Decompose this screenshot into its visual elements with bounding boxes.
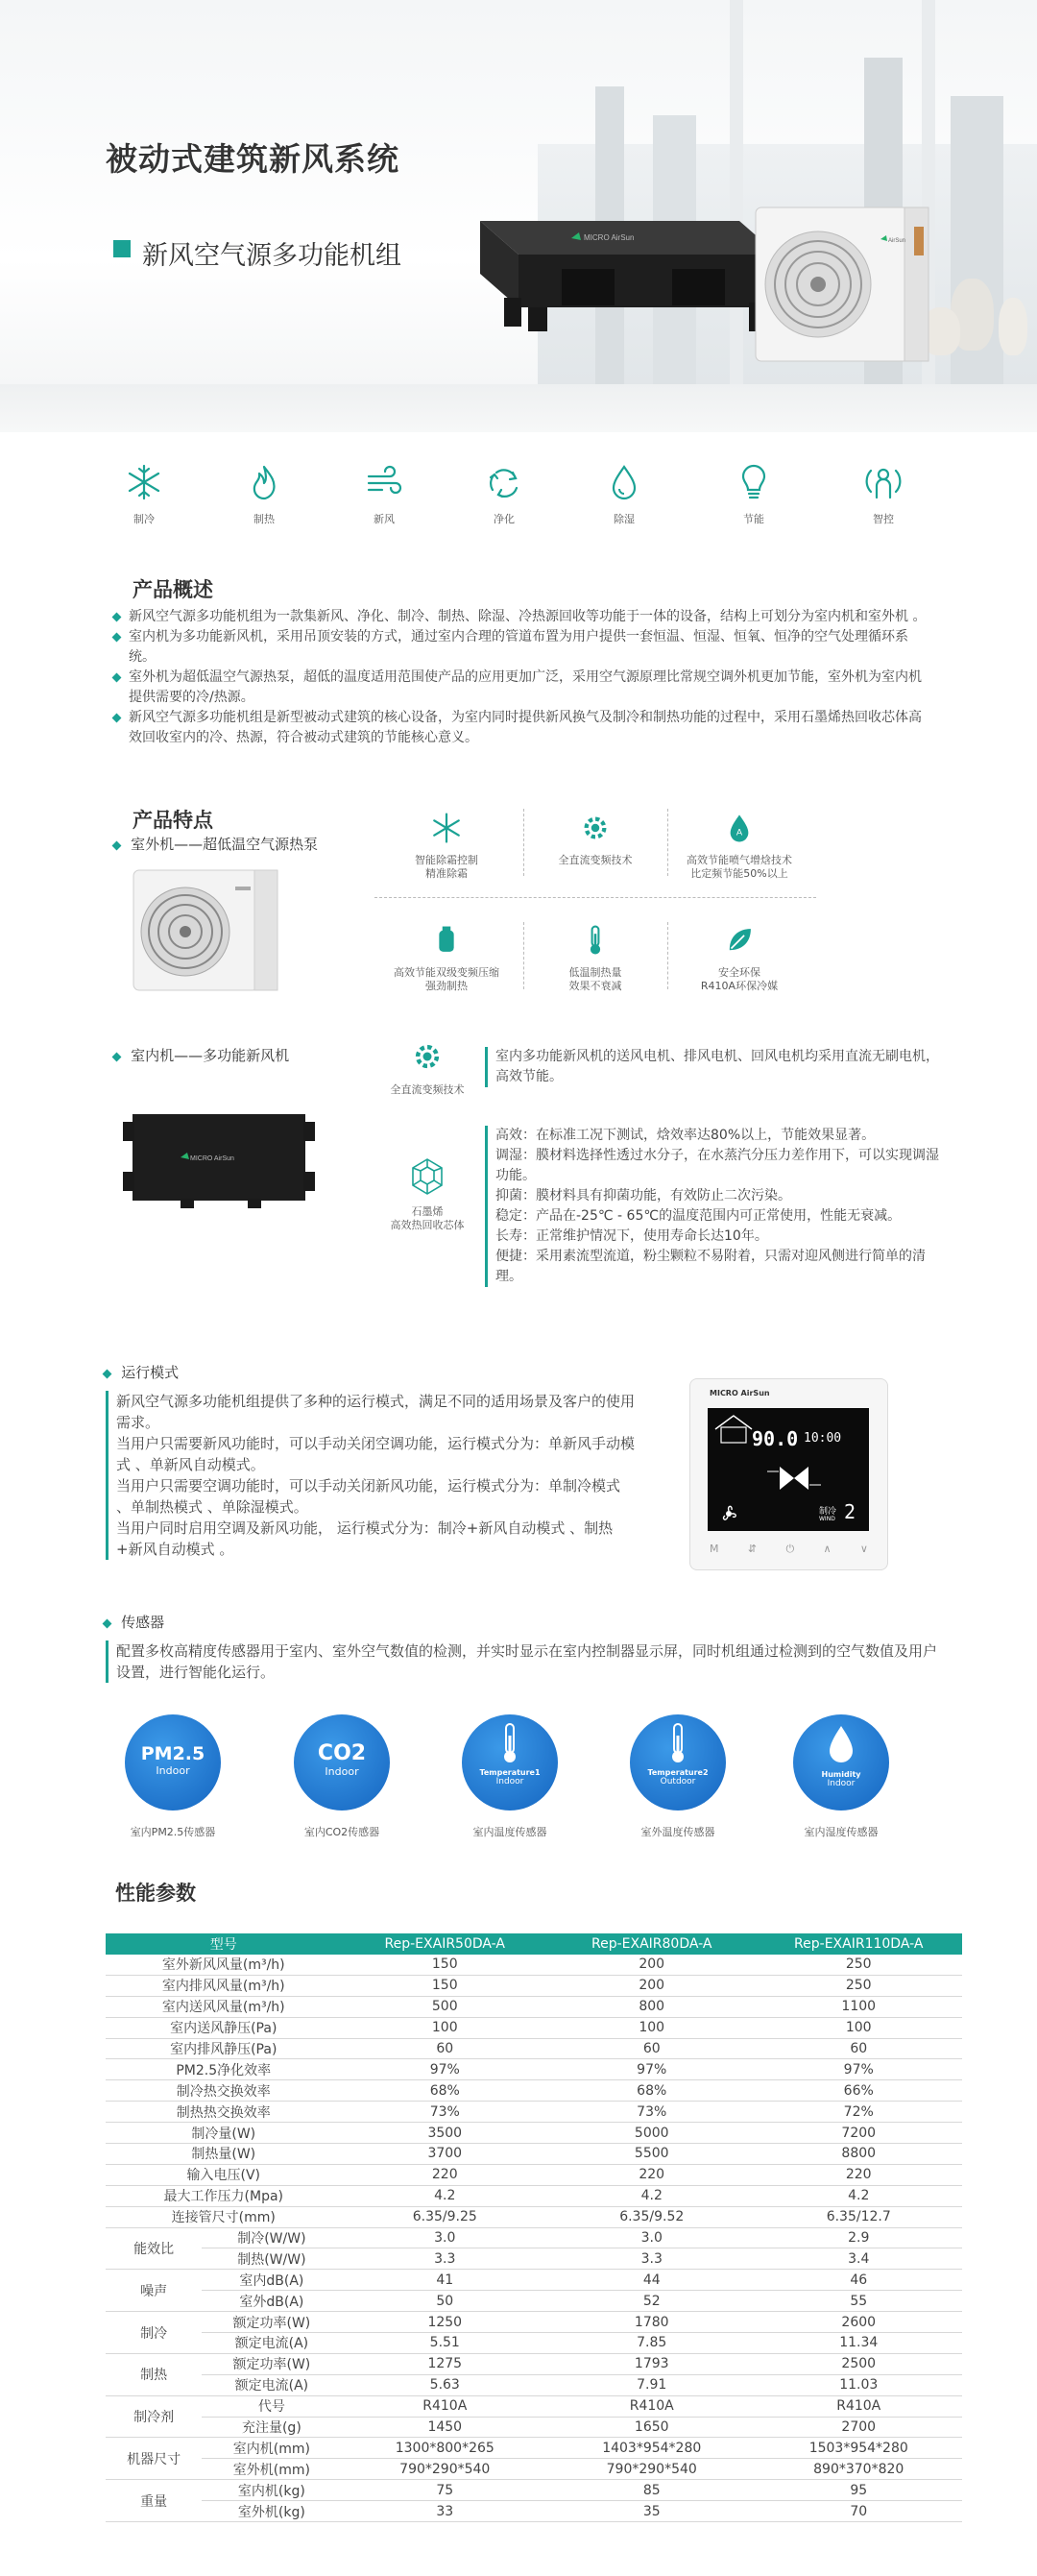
table-cell: 室内机(mm) [202, 2438, 341, 2459]
table-cell: 3.3 [342, 2248, 548, 2270]
table-row [106, 2185, 962, 2206]
feature-text: 高效节能喷气增焓技术 [687, 854, 792, 866]
table-cell: 41 [342, 2270, 548, 2291]
building [951, 96, 1003, 432]
function-fresh-air [336, 463, 432, 526]
table-cell: 6.35/12.7 [755, 2206, 962, 2227]
gear-icon [579, 812, 612, 844]
sensors-title: 传感器 [121, 1614, 165, 1631]
table-cell: 68% [342, 2080, 548, 2102]
function-label: 制热 [253, 513, 275, 525]
table-cell: 机器尺寸 [106, 2438, 202, 2480]
table-row [106, 2480, 962, 2501]
table-cell: 73% [342, 2102, 548, 2123]
table-row [106, 1975, 962, 1996]
table-cell: 室内送风风量(m³/h) [106, 1996, 342, 2017]
table-cell: R410A [755, 2395, 962, 2417]
table-row [106, 2059, 962, 2080]
table-row [106, 2312, 962, 2333]
table-cell: 4.2 [755, 2185, 962, 2206]
table-row [106, 2291, 962, 2312]
vase [999, 298, 1027, 355]
table-row [106, 2102, 962, 2123]
table-cell: 制冷热交换效率 [106, 2080, 342, 2102]
table-row [106, 2501, 962, 2522]
table-row [106, 2144, 962, 2165]
table-cell: 200 [548, 1975, 755, 1996]
table-row [106, 2206, 962, 2227]
table-cell: 1275 [342, 2353, 548, 2374]
table-cell: 额定功率(W) [202, 2353, 341, 2374]
controller-time: 10:00 [804, 1431, 842, 1446]
table-cell: 500 [342, 1996, 548, 2017]
table-cell: PM2.5净化效率 [106, 2059, 342, 2080]
fan-icon [719, 1504, 738, 1523]
table-cell: 60 [342, 2038, 548, 2059]
table-row [106, 2459, 962, 2480]
table-cell: 1100 [755, 1996, 962, 2017]
table-cell: 8800 [755, 2144, 962, 2165]
table-cell: 75 [342, 2480, 548, 2501]
graphene-list [485, 1126, 943, 1287]
table-row [106, 2080, 962, 2102]
table-row [106, 2374, 962, 2395]
feature-vapor-injection [667, 812, 811, 881]
graphene-item: 便捷：采用素流型流道，粉尘颗粒不易附着，只需对迎风侧进行简单的清理。 [495, 1249, 926, 1284]
bulb-icon [735, 463, 773, 501]
snowflake-icon [125, 463, 163, 501]
bullet-icon [112, 1053, 122, 1062]
function-label: 智控 [873, 513, 894, 525]
graphene-item: 长寿：正常维护情况下，使用寿命长达10年。 [495, 1228, 768, 1244]
table-cell: 最大工作压力(Mpa) [106, 2185, 342, 2206]
feature-text: 低温制热量 [568, 966, 622, 979]
down-button[interactable]: ∨ [859, 1543, 868, 1555]
feature-dc-inverter [523, 812, 667, 867]
graphene-item: 调湿：膜材料选择性透过水分子，在水蒸汽分压力差作用下，可以实现调湿功能。 [495, 1148, 939, 1183]
table-cell: 室外dB(A) [202, 2291, 341, 2312]
table-cell: 6.35/9.52 [548, 2206, 755, 2227]
table-cell: 室外机(kg) [202, 2501, 341, 2522]
function-dehumidify [576, 463, 672, 526]
table-cell: 3.0 [342, 2227, 548, 2248]
table-cell: 35 [548, 2501, 755, 2522]
feature-text: 精准除霜 [425, 867, 468, 880]
droplet-icon [605, 463, 643, 501]
table-cell: 1300*800*265 [342, 2438, 548, 2459]
table-cell: 200 [548, 1955, 755, 1975]
table-cell: 95 [755, 2480, 962, 2501]
indoor-feature-title: 室内机——多功能新风机 [131, 1047, 290, 1064]
table-row [106, 2017, 962, 2038]
table-header-cell: Rep-EXAIR80DA-A [548, 1933, 755, 1955]
table-cell: 室内机(kg) [202, 2480, 341, 2501]
power-button[interactable]: ⏻ [785, 1543, 795, 1555]
wall-controller [689, 1378, 888, 1570]
thermometer-icon [579, 924, 612, 957]
function-label: 节能 [743, 513, 764, 525]
table-cell: 1250 [342, 2312, 548, 2333]
indoor-dc-feature [370, 1039, 485, 1097]
controller-buttons [710, 1543, 868, 1556]
table-row [106, 2417, 962, 2438]
feature-text: 强劲制热 [425, 980, 468, 992]
bullet-icon [103, 1619, 112, 1629]
feature-text: 室内多功能新风机的送风电机、排风电机、回风电机均采用直流无刷电机，高效节能。 [495, 1049, 939, 1084]
table-cell: 7.85 [548, 2333, 755, 2354]
outdoor-feature-title: 室外机——超低温空气源热泵 [131, 836, 319, 853]
table-cell: 70 [755, 2501, 962, 2522]
table-cell: 85 [548, 2480, 755, 2501]
compressor-icon [430, 924, 463, 957]
mode-item: 当用户只需要新风功能时，可以手动关闭空调功能，运行模式分为：单新风手动模式 、单新风自动模式。 [116, 1435, 636, 1473]
svg-text:MICRO AirSun: MICRO AirSun [190, 1155, 234, 1162]
table-cell: 100 [755, 2017, 962, 2038]
feature-compressor [374, 924, 518, 993]
indoor-feature-heading [113, 1045, 289, 1065]
table-cell: 1503*954*280 [755, 2438, 962, 2459]
spray-icon [723, 812, 756, 844]
mode-item: 新风空气源多功能机组提供了多种的运行模式，满足不同的适用场景及客户的使用需求。 [116, 1393, 636, 1431]
table-row [106, 2123, 962, 2144]
controller-brand: MICRO AirSun [710, 1389, 770, 1397]
function-label: 除湿 [614, 513, 635, 525]
table-cell: 制热热交换效率 [106, 2102, 342, 2123]
gear-icon [410, 1039, 445, 1074]
sensor-pm25 [115, 1714, 230, 1839]
table-cell: 额定电流(A) [202, 2333, 341, 2354]
table-cell: 1650 [548, 2417, 755, 2438]
page-subtitle: 新风空气源多功能机组 [142, 241, 401, 271]
feature-text: R410A环保冷媒 [700, 980, 779, 992]
co2-sensor-icon: CO2 Indoor [294, 1714, 390, 1810]
controller-mode-sub: WIND [819, 1516, 835, 1522]
table-row [106, 2248, 962, 2270]
overview-item: 新风空气源多功能机组为一款集新风、净化、制冷、制热、除湿、冷热源回收等功能于一体的设备，结构上可划分为室内机和室外机 。 [113, 607, 931, 627]
svg-text:MICRO AirSun: MICRO AirSun [584, 233, 635, 242]
table-cell: 11.34 [755, 2333, 962, 2354]
table-cell: 250 [755, 1955, 962, 1975]
graphene-feature [370, 1157, 485, 1232]
table-cell: 790*290*540 [342, 2459, 548, 2480]
feature-text: 全直流变频技术 [390, 1083, 465, 1096]
table-cell: 额定电流(A) [202, 2374, 341, 2395]
table-cell: 能效比 [106, 2227, 202, 2270]
function-smart-control [835, 463, 931, 526]
bullet-icon [103, 1370, 112, 1379]
feature-text: 智能除霜控制 [415, 854, 478, 866]
overview-title: 产品概述 [133, 578, 213, 601]
table-cell: 72% [755, 2102, 962, 2123]
bullet-icon [112, 841, 122, 851]
table-cell: 5500 [548, 2144, 755, 2165]
table-cell: 800 [548, 1996, 755, 2017]
table-cell: 97% [548, 2059, 755, 2080]
sensor-caption: 室内温度传感器 [472, 1826, 547, 1838]
table-row [106, 2270, 962, 2291]
graphene-item: 高效：在标准工况下测试，焓效率达80%以上，节能效果显著。 [495, 1128, 876, 1143]
overview-item: 室外机为超低温空气源热泵，超低的温度适用范围使产品的应用更加广泛，采用空气源原理比常规空调外机更加节能，室外机为室内机提供需要的冷/热源。 [113, 668, 931, 708]
feature-text: 安全环保 [718, 966, 760, 979]
table-cell: 790*290*540 [548, 2459, 755, 2480]
table-cell: 150 [342, 1975, 548, 1996]
feature-text: 高效热回收芯体 [390, 1219, 465, 1231]
table-cell: 50 [342, 2291, 548, 2312]
svg-text:A: A [736, 827, 743, 838]
table-cell: 3700 [342, 2144, 548, 2165]
table-cell: 7200 [755, 2123, 962, 2144]
table-header-cell: Rep-EXAIR110DA-A [755, 1933, 962, 1955]
table-cell: 73% [548, 2102, 755, 2123]
table-header-row [106, 1933, 962, 1955]
table-cell: 60 [548, 2038, 755, 2059]
table-cell: 2500 [755, 2353, 962, 2374]
page-title: 被动式建筑新风系统 [106, 140, 399, 178]
table-cell: 68% [548, 2080, 755, 2102]
table-cell: 1793 [548, 2353, 755, 2374]
params-table-body [106, 1955, 962, 2522]
table-cell: 7.91 [548, 2374, 755, 2395]
table-cell: R410A [548, 2395, 755, 2417]
table-cell: 3500 [342, 2123, 548, 2144]
mode-item: 当用户同时启用空调及新风功能， 运行模式分为：制冷+新风自动模式 、制热+新风自动模式 。 [116, 1519, 614, 1558]
sensor-humidity [784, 1714, 899, 1839]
feature-text: 比定频节能50%以上 [690, 867, 788, 880]
table-cell: 5.63 [342, 2374, 548, 2395]
table-cell: 890*370*820 [755, 2459, 962, 2480]
overview-item: 室内机为多功能新风机，采用吊顶安装的方式，通过室内合理的管道布置为用户提供一套恒温、恒湿、恒氧、恒净的空气处理循环系统。 [113, 627, 931, 668]
table-cell: 100 [342, 2017, 548, 2038]
table-cell: 连接管尺寸(mm) [106, 2206, 342, 2227]
sensors-text [106, 1640, 942, 1683]
snowflake-icon [430, 812, 463, 844]
table-cell: 制冷 [106, 2312, 202, 2354]
function-heating [216, 463, 312, 526]
subtitle-marker [113, 240, 131, 257]
table-cell: 11.03 [755, 2374, 962, 2395]
table-cell: 2700 [755, 2417, 962, 2438]
sensor-caption: 室内CO2传感器 [303, 1826, 380, 1838]
table-cell: 4.2 [342, 2185, 548, 2206]
table-cell: 4.2 [548, 2185, 755, 2206]
indoor-dc-text [485, 1047, 943, 1087]
table-header-cell: 型号 [106, 1933, 342, 1955]
table-cell: 97% [342, 2059, 548, 2080]
table-cell: 1450 [342, 2417, 548, 2438]
table-cell: 重量 [106, 2480, 202, 2522]
feature-text: 高效节能双级变频压缩 [394, 966, 499, 979]
sensor-caption: 室外温度传感器 [640, 1826, 715, 1838]
feature-defrost [374, 812, 518, 881]
feature-text: 效果不衰减 [568, 980, 622, 992]
table-row [106, 2333, 962, 2354]
table-cell: 1780 [548, 2312, 755, 2333]
table-cell: 制冷(W/W) [202, 2227, 341, 2248]
table-cell: R410A [342, 2395, 548, 2417]
table-row [106, 2227, 962, 2248]
table-row [106, 2395, 962, 2417]
sensor-outdoor-temp [620, 1714, 736, 1839]
svg-text:AirSun: AirSun [888, 238, 906, 244]
function-label: 净化 [494, 513, 515, 525]
modes-list [106, 1391, 635, 1560]
table-cell: 220 [755, 2164, 962, 2185]
flame-icon [245, 463, 283, 501]
feature-text: 石墨烯 [411, 1205, 444, 1218]
divider [374, 897, 816, 898]
leaf-icon [723, 924, 756, 957]
controller-reading: 90.0 [752, 1427, 799, 1450]
params-title: 性能参数 [115, 1882, 196, 1905]
table-cell: 室内排风静压(Pa) [106, 2038, 342, 2059]
recycle-icon [485, 463, 523, 501]
table-cell: 44 [548, 2270, 755, 2291]
mode-item: 当用户只需要空调功能时，可以手动关闭新风功能，运行模式分为：单制冷模式 、单制热模式 、单除湿模式。 [116, 1477, 621, 1516]
airflow-icon [765, 1464, 823, 1493]
house-icon [713, 1414, 754, 1445]
table-cell: 输入电压(V) [106, 2164, 342, 2185]
fan-button[interactable]: ⇵ [747, 1543, 758, 1555]
table-cell: 250 [755, 1975, 962, 1996]
table-cell: 3.0 [548, 2227, 755, 2248]
table-cell: 噪声 [106, 2270, 202, 2312]
sensor-indoor-temp [452, 1714, 567, 1839]
thermometer-icon: Temperature2 Outdoor [630, 1714, 726, 1810]
sensors-description: 配置多枚高精度传感器用于室内、室外空气数值的检测，并实时显示在室内控制器显示屏，同时机组通过检测到的空气数值及用户设置，进行智能化运行。 [116, 1642, 938, 1681]
up-button[interactable]: ∧ [823, 1543, 832, 1555]
table-cell: 制热量(W) [106, 2144, 342, 2165]
table-header-cell: Rep-EXAIR50DA-A [342, 1933, 548, 1955]
table-cell: 52 [548, 2291, 755, 2312]
table-cell: 220 [548, 2164, 755, 2185]
table-cell: 150 [342, 1955, 548, 1975]
indoor-unit-image [422, 202, 787, 346]
sensor-caption: 室内湿度传感器 [804, 1826, 879, 1838]
thermometer-icon: Temperature1 Indoor [462, 1714, 558, 1810]
table-cell: 额定功率(W) [202, 2312, 341, 2333]
table-row [106, 2353, 962, 2374]
wind-icon [365, 463, 403, 501]
table-cell: 室内排风风量(m³/h) [106, 1975, 342, 1996]
graphene-item: 稳定：产品在-25℃ - 65℃的温度范围内可正常使用，性能无衰减。 [495, 1208, 902, 1224]
table-row [106, 1996, 962, 2017]
controller-fan-level: 2 [844, 1500, 856, 1523]
table-cell: 46 [755, 2270, 962, 2291]
function-purify [456, 463, 552, 526]
sensor-co2 [284, 1714, 399, 1839]
table-cell: 66% [755, 2080, 962, 2102]
table-cell: 3.3 [548, 2248, 755, 2270]
graphene-item: 抑菌：膜材料具有抑菌功能，有效防止二次污染。 [495, 1188, 791, 1203]
smart-person-icon [864, 463, 903, 501]
feature-eco-refrigerant [667, 924, 811, 993]
droplet-icon: Humidity Indoor [793, 1714, 889, 1810]
table-cell: 制热 [106, 2353, 202, 2395]
modes-title: 运行模式 [121, 1364, 180, 1381]
indoor-unit-photo [123, 1105, 315, 1210]
table-row [106, 2164, 962, 2185]
overview-list [113, 607, 931, 748]
controller-mode-label: 制冷 [819, 1507, 837, 1517]
table-cell: 1403*954*280 [548, 2438, 755, 2459]
table-cell: 3.4 [755, 2248, 962, 2270]
params-table [106, 1933, 962, 2522]
table-cell: 2600 [755, 2312, 962, 2333]
sensor-caption: 室内PM2.5传感器 [130, 1826, 216, 1838]
table-cell: 制冷量(W) [106, 2123, 342, 2144]
table-cell: 33 [342, 2501, 548, 2522]
function-label: 新风 [374, 513, 395, 525]
table-cell: 5.51 [342, 2333, 548, 2354]
table-cell: 6.35/9.25 [342, 2206, 548, 2227]
sensors-heading [104, 1612, 164, 1632]
table-cell: 220 [342, 2164, 548, 2185]
overview-item: 新风空气源多功能机组是新型被动式建筑的核心设备，为室内同时提供新风换气及制冷和制热功能的过程中，采用石墨烯热回收芯体高效回收室内的冷、热源，符合被动式建筑的节能核心意义。 [113, 708, 931, 748]
table-cell: 97% [755, 2059, 962, 2080]
pm25-sensor-icon: PM2.5 Indoor [125, 1714, 221, 1810]
mode-button[interactable]: M [710, 1543, 719, 1555]
outdoor-unit-image [751, 198, 933, 371]
table-cell: 室外新风风量(m³/h) [106, 1955, 342, 1975]
table-cell: 室内dB(A) [202, 2270, 341, 2291]
table-cell: 充注量(g) [202, 2417, 341, 2438]
function-label: 制冷 [133, 513, 155, 525]
function-cooling [96, 463, 192, 526]
outdoor-unit-photo [130, 863, 283, 997]
table-row [106, 2038, 962, 2059]
feature-low-temp [523, 924, 667, 993]
table-cell: 制冷剂 [106, 2395, 202, 2438]
controller-screen [708, 1408, 869, 1531]
table-cell: 代号 [202, 2395, 341, 2417]
modes-heading [104, 1362, 179, 1382]
feature-text: 全直流变频技术 [558, 854, 633, 866]
table-cell: 5000 [548, 2123, 755, 2144]
features-title: 产品特点 [133, 809, 213, 832]
table-cell: 2.9 [755, 2227, 962, 2248]
table-cell: 制热(W/W) [202, 2248, 341, 2270]
floor [0, 384, 1037, 432]
graphene-icon [408, 1157, 446, 1196]
table-cell: 100 [548, 2017, 755, 2038]
table-cell: 室内送风静压(Pa) [106, 2017, 342, 2038]
table-cell: 室外机(mm) [202, 2459, 341, 2480]
table-row [106, 1955, 962, 1975]
outdoor-feature-heading [113, 834, 318, 854]
table-cell: 55 [755, 2291, 962, 2312]
table-row [106, 2438, 962, 2459]
function-energy-saving [706, 463, 802, 526]
table-cell: 60 [755, 2038, 962, 2059]
